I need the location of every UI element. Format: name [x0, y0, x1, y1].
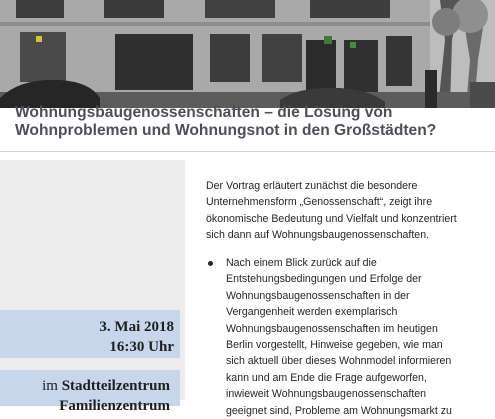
bullet-line: sich aktuell über dieses Wohnmodel informieren: [226, 355, 452, 368]
bullet-line: Nach einem Blick zurück auf die: [226, 257, 377, 269]
page-title: [15, 104, 485, 140]
venue-prefix: im: [42, 378, 58, 394]
bullet-text: [226, 255, 494, 419]
bullet-line: geeignet sind, Probleme am Wohnungsmarkt zu: [226, 404, 452, 417]
left-sidebar: [0, 160, 185, 400]
event-venue-box: [0, 370, 180, 414]
bullet-line: inwieweit Wohnungsbaugenossenschaften: [226, 388, 427, 401]
building-photo-illustration: [0, 0, 495, 108]
venue-line-2: Familienzentrum: [59, 398, 170, 414]
bullet-line: Vergangenheit werden exemplarisch: [226, 306, 398, 319]
bullet-line: Wohnungsbaugenossenschaften in der: [226, 289, 410, 302]
title-divider: [0, 151, 495, 152]
event-date-box: [0, 310, 180, 358]
bullet-line: kann und am Ende die Frage aufgeworfen,: [226, 371, 427, 384]
event-time: 16:30 Uhr: [109, 339, 174, 355]
bullet-line: Wohnungsbaugenossenschaften im heutigen: [226, 322, 438, 335]
intro-line: sich dann auf Wohnungsbaugenossenschaften.: [206, 229, 430, 242]
header-photo: [0, 0, 495, 108]
bullet-line: Berlin vorgestellt, Hinweise gegeben, wie man: [226, 339, 443, 352]
intro-paragraph: [206, 178, 486, 244]
intro-line: ökonomische Bedeutung und Vielfalt und konzentriert: [206, 212, 457, 225]
intro-line: Der Vortrag erläutert zunächst die besondere: [206, 180, 418, 192]
bullet-line: Entstehungsbedingungen und Erfolge der: [226, 273, 422, 286]
venue-name: Stadtteilzentrum: [61, 378, 170, 394]
title-line-1: Wohnungsbaugenossenschaften – die Lösung von: [15, 104, 393, 121]
event-date: 3. Mai 2018: [99, 319, 174, 335]
bullet-point-icon: [208, 261, 213, 266]
title-line-2: Wohnproblemen und Wohnungsnot in den Großstädten?: [15, 122, 437, 139]
intro-line: Unternehmensform „Genossenschaft“, zeigt ihre: [206, 196, 433, 209]
